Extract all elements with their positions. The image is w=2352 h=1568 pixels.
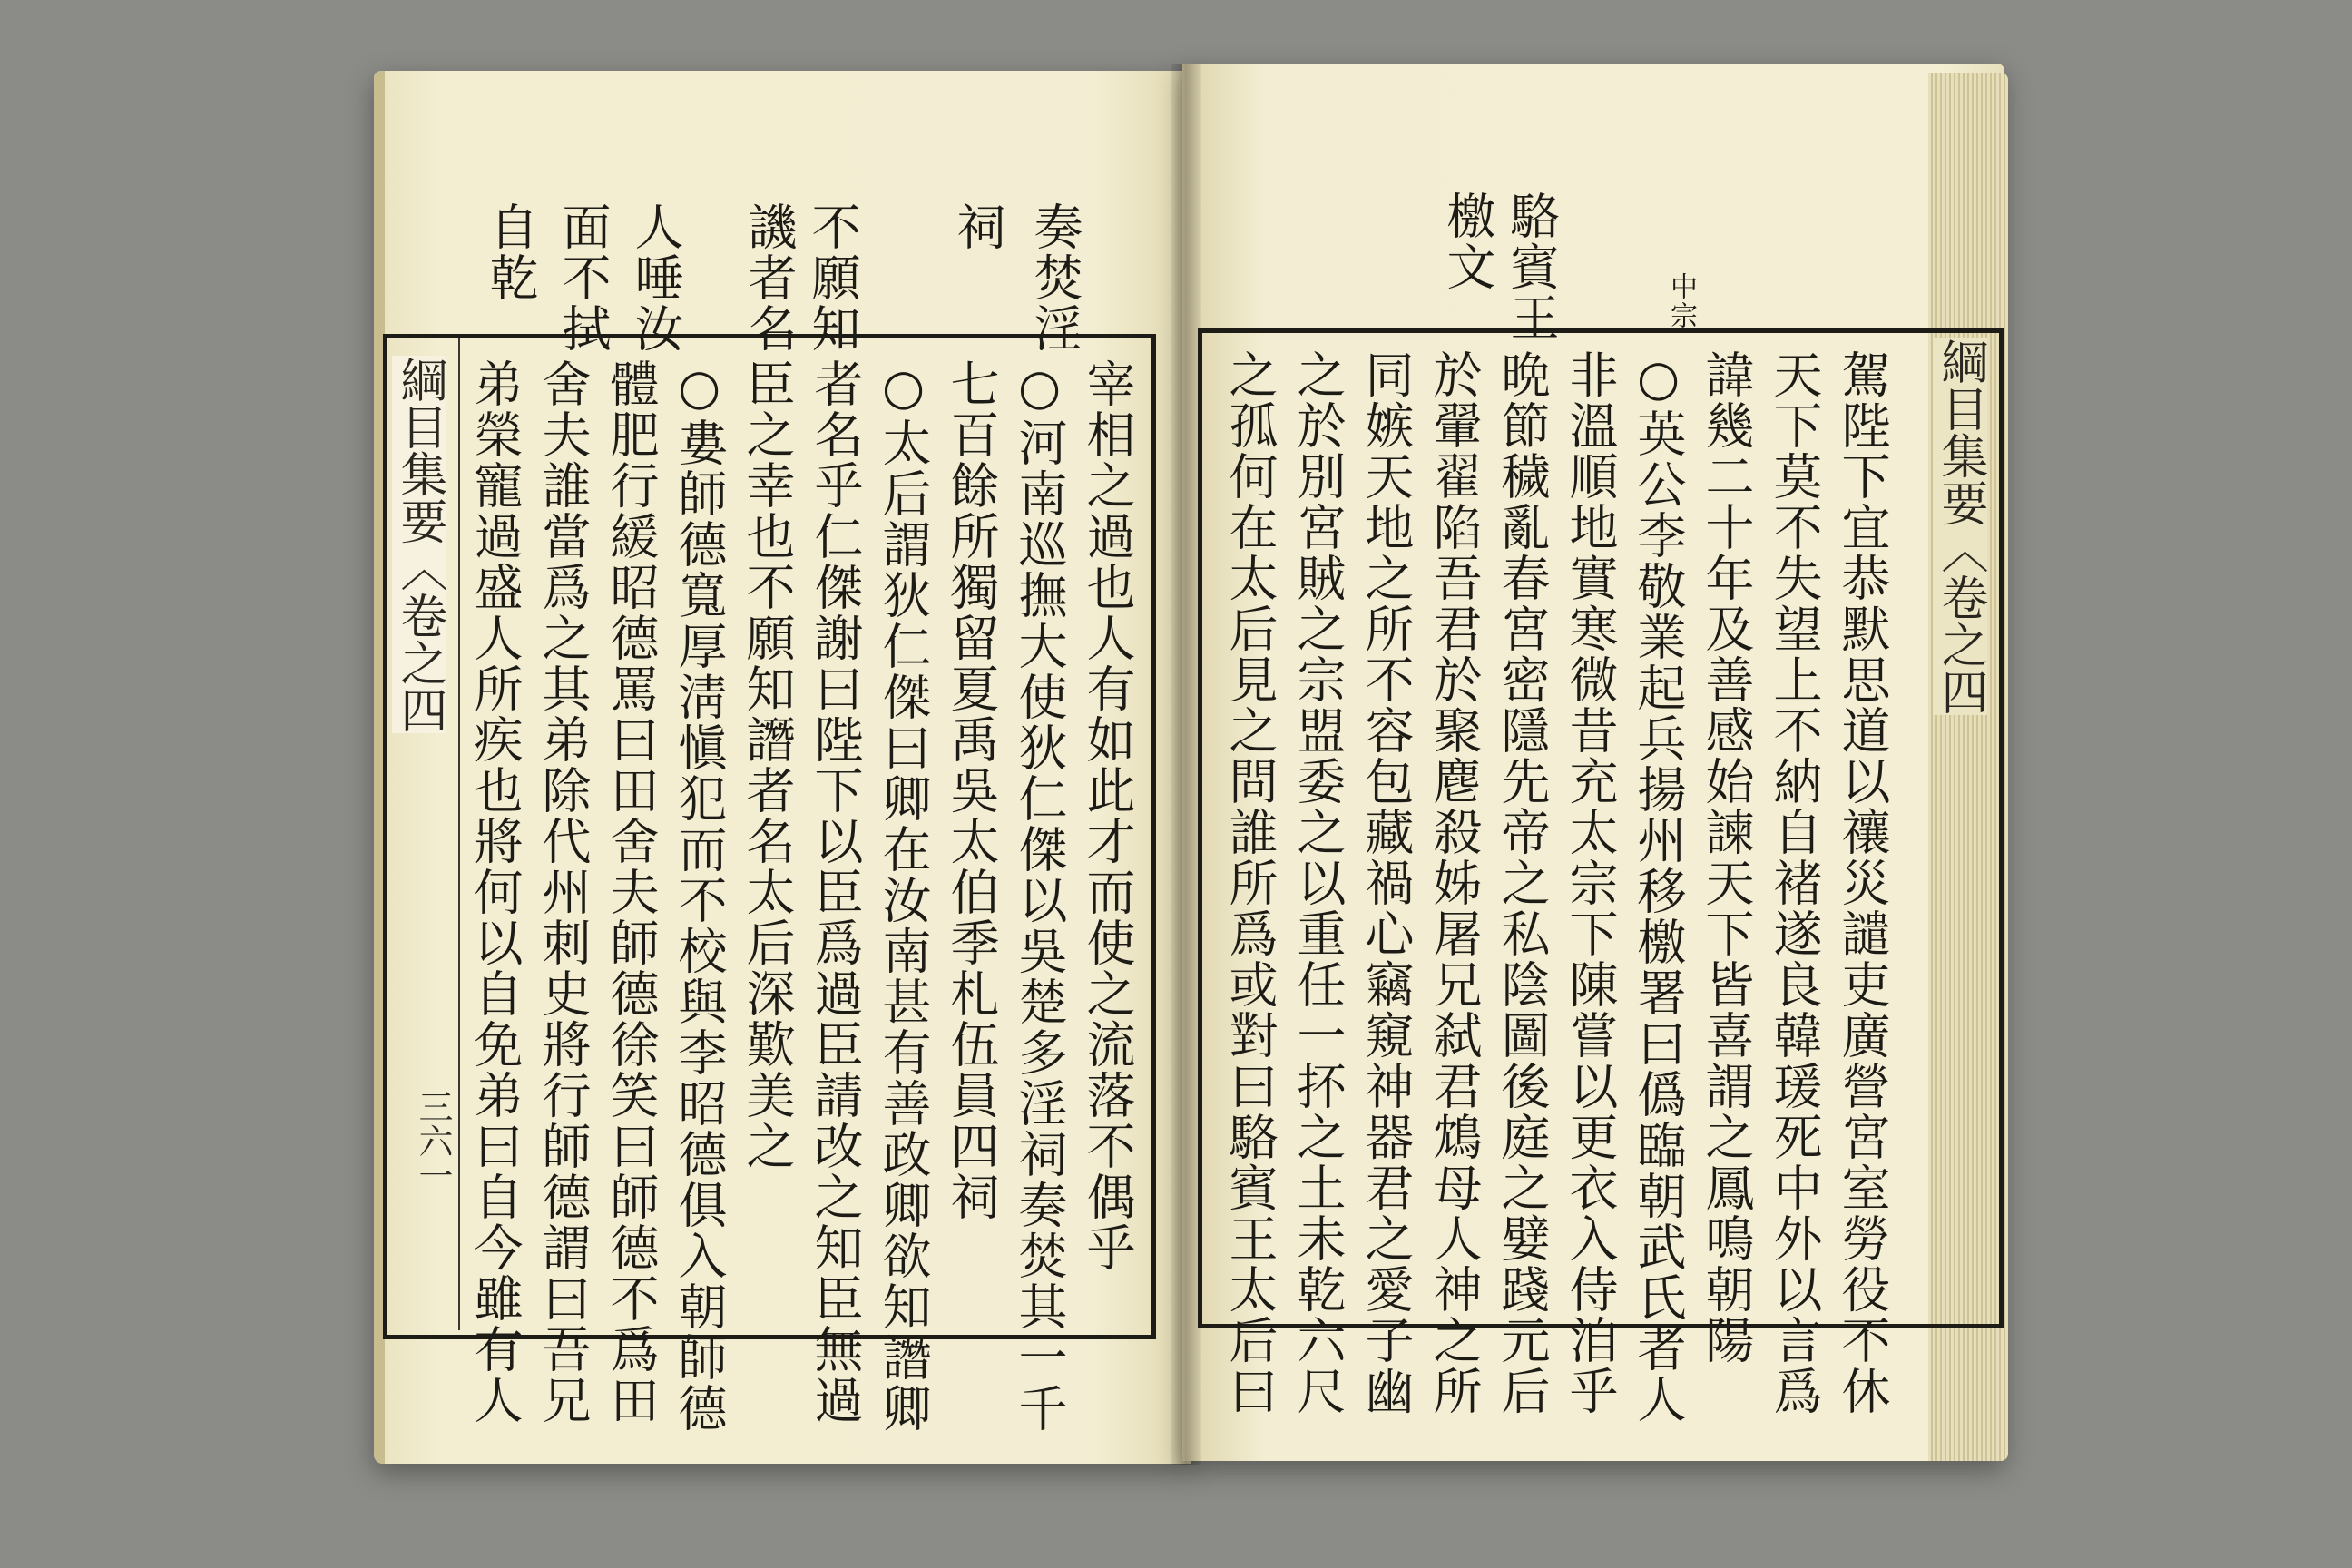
left-header-col-1: 奏焚淫 — [1026, 201, 1083, 354]
left-margin-rule — [458, 338, 460, 1330]
right-body-col-2: 天下莫不失望上不納自褚遂良韓瑗死中外以言爲 — [1766, 349, 1823, 1416]
left-header-col-7: 自乾 — [482, 201, 539, 303]
right-header-col-1: 駱賓王 — [1503, 191, 1560, 343]
right-body-col-10: 之孤何在太后見之問誰所爲或對曰駱賓王太后曰 — [1221, 349, 1279, 1416]
left-body-col-10: 弟榮寵過盛人所疾也將何以自免弟曰自今雖有人 — [466, 358, 524, 1426]
right-body-col-9: 之於別宮賊之宗盟委之以重任一抔之土未乾六尺 — [1289, 349, 1347, 1416]
left-body-col-8: 體肥行緩昭德罵曰田舍夫師德徐笑曰師德不爲田 — [603, 358, 660, 1426]
left-body-col-7: ○婁師德寬厚淸愼犯而不校與李昭德俱入朝師德 — [671, 358, 728, 1434]
left-body-col-1: 宰相之過也人有如此才而使之流落不偶乎 — [1079, 358, 1136, 1273]
left-folio-number: 三六一 — [413, 1089, 453, 1192]
right-body-col-3: 諱幾二十年及善感始諫天下皆喜謂之鳳鳴朝陽 — [1698, 349, 1755, 1366]
right-body-col-7: 於翬翟陷吾君於聚麀殺姊屠兄弑君鴆母人神之所 — [1426, 349, 1483, 1416]
left-body-col-3: 七百餘所獨留夏禹吳太伯季札伍員四祠 — [943, 358, 1000, 1222]
left-body-col-9: 舍夫誰當爲之其弟除代州刺史將行師德謂曰吾兄 — [534, 358, 592, 1426]
left-header-col-6: 面不拭 — [554, 201, 612, 354]
right-body-col-8: 同嫉天地之所不容包藏禍心竊窺神器君之愛子幽 — [1357, 349, 1415, 1416]
left-header-col-5: 人唾汝 — [627, 201, 684, 354]
right-header-col-2: 檄文 — [1439, 191, 1496, 292]
left-header-col-4: 譏者名 — [740, 201, 798, 354]
left-body-col-5: 者名乎仁傑謝曰陛下以臣爲過臣請改之知臣無過 — [807, 358, 864, 1426]
left-body-col-4: ○太后謂狄仁傑曰卿在汝南甚有善政卿欲知譖卿 — [875, 358, 932, 1434]
right-body-col-5: 非溫順地實寒微昔充太宗下陳嘗以更衣入侍洎乎 — [1562, 349, 1619, 1416]
left-header-col-3: 不願知 — [804, 201, 861, 354]
right-body-col-1: 駕陛下宜恭默思道以禳災譴吏廣營宮室勞役不休 — [1834, 349, 1891, 1416]
left-body-col-2: ○河南巡撫大使狄仁傑以吳楚多淫祠奏焚其一千 — [1011, 358, 1068, 1434]
right-body-col-6: 晩節穢亂春宮密隱先帝之私陰圖後庭之嬖踐元后 — [1494, 349, 1551, 1416]
right-body-col-4: ○英公李敬業起兵揚州移檄署曰僞臨朝武氏者人 — [1630, 349, 1687, 1425]
left-header-col-2: 祠 — [949, 201, 1006, 252]
left-body-col-6: 臣之幸也不願知譖者名太后深歎美之 — [739, 358, 796, 1171]
right-header-note: 中宗 — [1665, 272, 1697, 330]
left-margin-title: 綱目集要〈卷之四 — [392, 356, 446, 733]
book-gutter — [1171, 64, 1201, 1465]
right-margin-title: 綱目集要〈卷之四 — [1933, 338, 1987, 715]
